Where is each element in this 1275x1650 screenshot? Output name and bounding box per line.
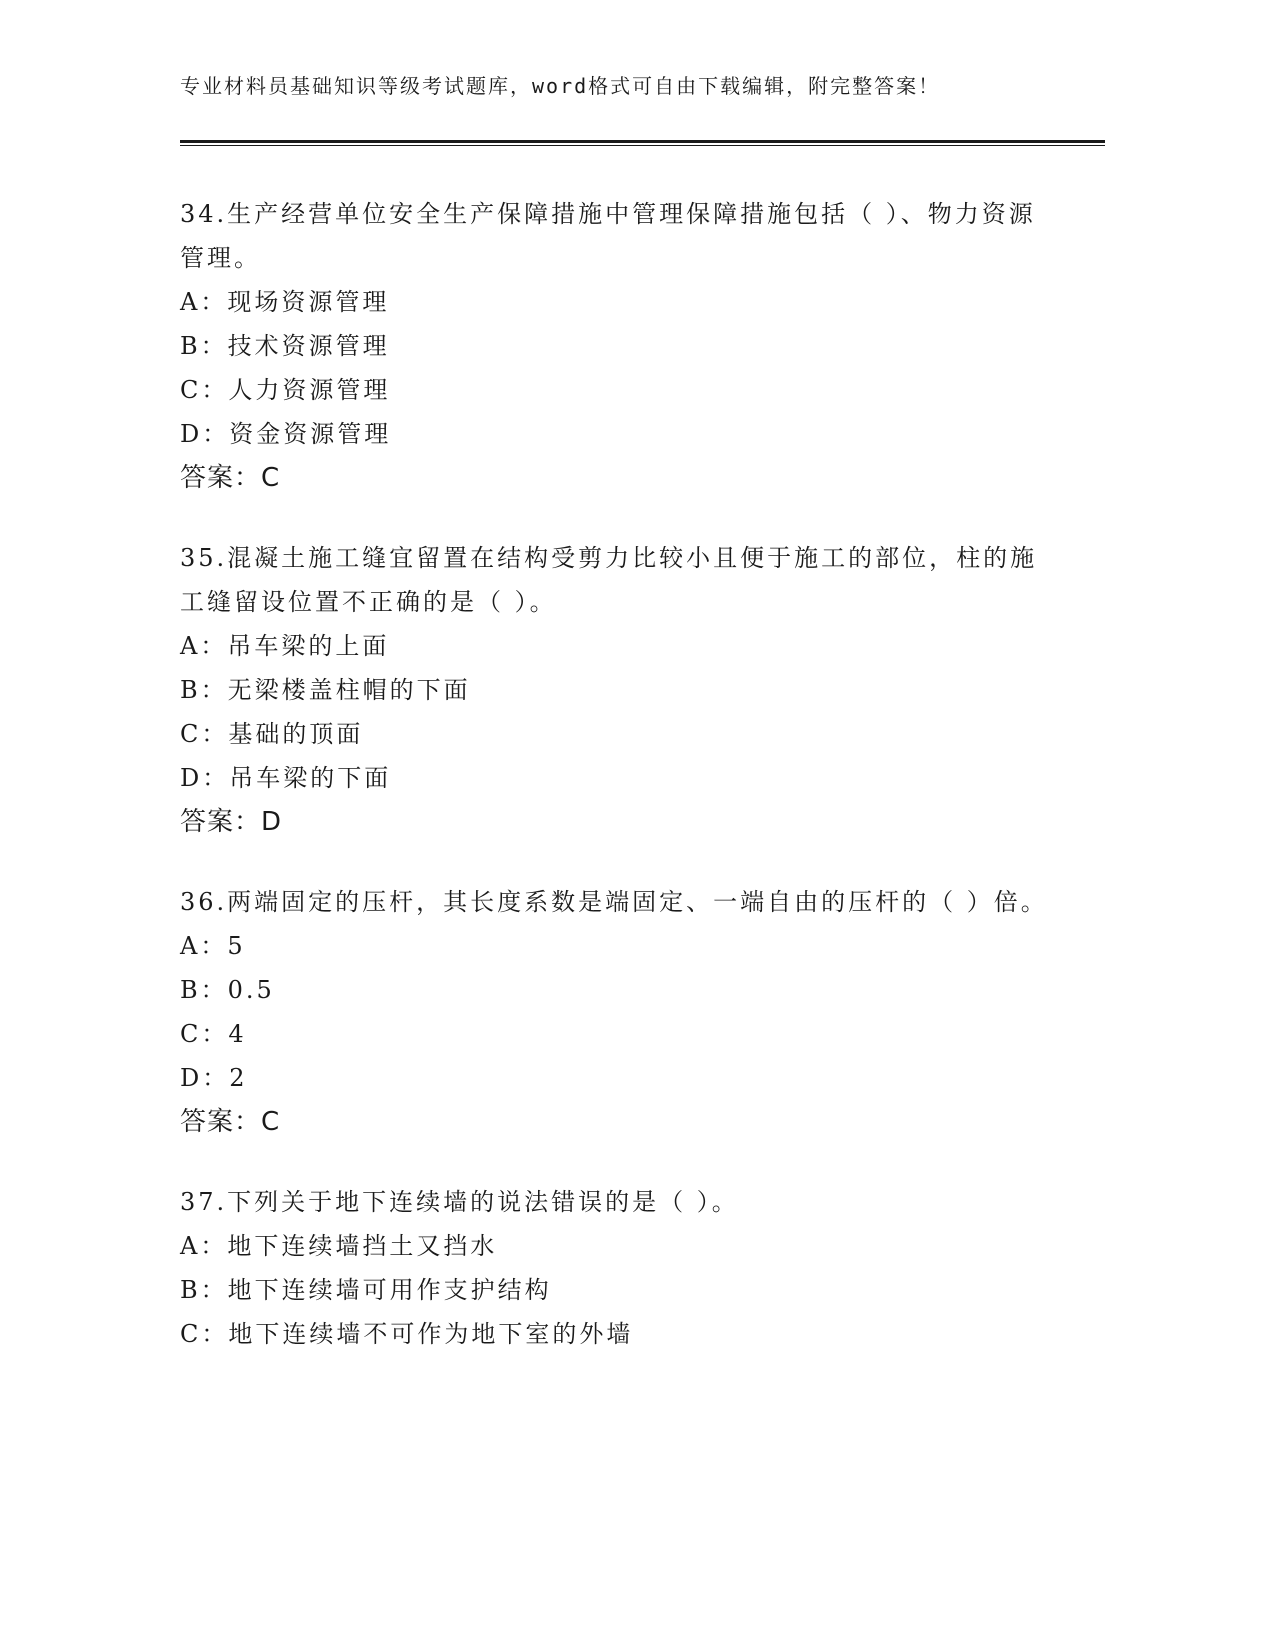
option-b: B：0.5 <box>180 976 275 1004</box>
question-36 <box>180 880 1050 1144</box>
question-34 <box>180 192 1050 500</box>
question-stem: 34.生产经营单位安全生产保障措施中管理保障措施包括（ ）、物力资源管理。 <box>180 200 1036 272</box>
option-c: C：人力资源管理 <box>180 376 391 404</box>
question-stem: 36.两端固定的压杆，其长度系数是端固定、一端自由的压杆的（ ）倍。 <box>180 888 1048 916</box>
option-d: D：资金资源管理 <box>180 420 392 448</box>
option-c: C：4 <box>180 1020 247 1048</box>
option-d: D：吊车梁的下面 <box>180 764 392 792</box>
option-b: B：地下连续墙可用作支护结构 <box>180 1276 552 1304</box>
header-rule-thin <box>180 145 1105 146</box>
option-b: B：技术资源管理 <box>180 332 390 360</box>
option-a: A：吊车梁的上面 <box>180 632 390 660</box>
answer: 答案：D <box>180 807 283 837</box>
header-rule-thick <box>180 140 1105 143</box>
document-header: 专业材料员基础知识等级考试题库，word格式可自由下载编辑，附完整答案！ <box>180 74 941 98</box>
question-35 <box>180 536 1050 844</box>
question-list <box>180 192 1050 1392</box>
question-stem: 35.混凝土施工缝宜留置在结构受剪力比较小且便于施工的部位，柱的施工缝留设位置不正确的是（ ）。 <box>180 544 1038 616</box>
question-37 <box>180 1180 1050 1356</box>
option-a: A：5 <box>180 932 246 960</box>
option-c: C：地下连续墙不可作为地下室的外墙 <box>180 1320 634 1348</box>
question-stem: 37.下列关于地下连续墙的说法错误的是（ ）。 <box>180 1188 739 1216</box>
answer: 答案：C <box>180 463 281 493</box>
option-b: B：无梁楼盖柱帽的下面 <box>180 676 471 704</box>
answer: 答案：C <box>180 1107 281 1137</box>
option-a: A：地下连续墙挡土又挡水 <box>180 1232 498 1260</box>
option-c: C：基础的顶面 <box>180 720 364 748</box>
option-d: D：2 <box>180 1064 248 1092</box>
option-a: A：现场资源管理 <box>180 288 390 316</box>
